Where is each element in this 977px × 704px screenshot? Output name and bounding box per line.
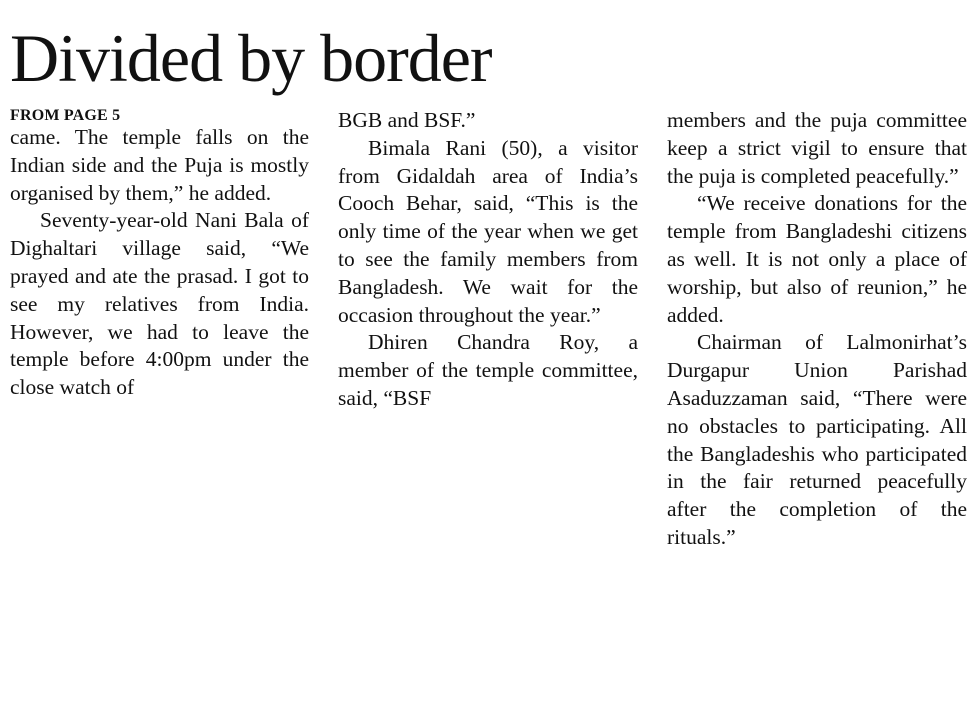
paragraph: BGB and BSF.” — [338, 108, 476, 132]
paragraph: “We receive donations for the temple from Bangladeshi citizens as well. It is not only a place of worship, but also of reunion,” he added. — [667, 191, 967, 327]
jump-kicker: FROM PAGE 5 — [10, 107, 121, 124]
paragraph: Chairman of Lalmonirhat’s Durgapur Union Parishad Asaduzzaman said, “There were no obstacles to participating. All the Bangladeshis who participated in the fair returned peacefully after the completion of the rituals.” — [667, 330, 967, 549]
article-headline: Divided by border — [10, 20, 492, 96]
paragraph: Seventy-year-old Nani Bala of Dighaltari village said, “We prayed and ate the prasad. I got to see my relatives from India. However, we had to leave the temple before 4:00pm under the close watch of — [10, 208, 309, 400]
paragraph: Bimala Rani (50), a visitor from Gidaldah area of India’s Cooch Behar, said, “This is the only time of the year when we get to see the family members from Bangladesh. We wait for the occasion throughout the year.” — [338, 135, 638, 327]
article-column-1 — [10, 106, 309, 402]
paragraph: members and the puja committee keep a strict vigil to ensure that the puja is completed peacefully.” — [667, 108, 967, 188]
paragraph: came. The temple falls on the Indian side and the Puja is mostly organised by them,” he added. — [10, 125, 309, 205]
paragraph: Dhiren Chandra Roy, a member of the temple committee, said, “BSF — [338, 330, 638, 410]
article-column-3 — [667, 107, 967, 552]
article-column-2 — [338, 107, 638, 413]
